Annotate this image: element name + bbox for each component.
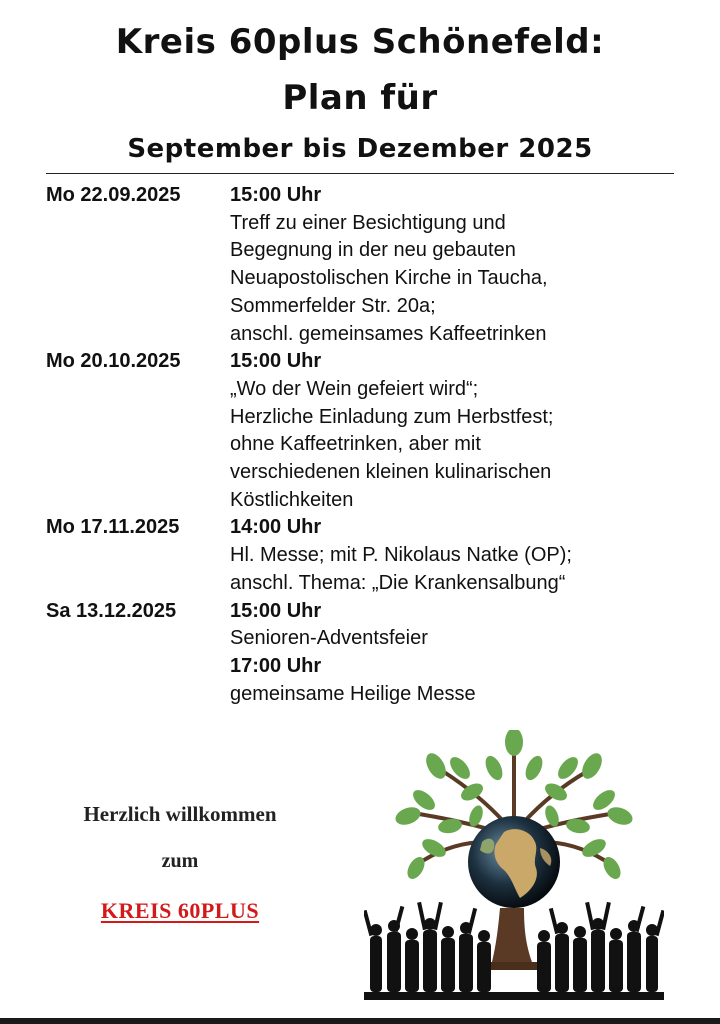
schedule-entry: [46, 182, 686, 348]
event-description-line: Senioren-Adventsfeier: [230, 627, 428, 650]
event-details: [230, 598, 476, 709]
event-description-line: gemeinsame Heilige Messe: [230, 682, 476, 705]
event-time: 15:00 Uhr: [230, 599, 322, 622]
event-description-line: Hl. Messe; mit P. Nikolaus Natke (OP);: [230, 544, 572, 567]
date-range-heading: September bis Dezember 2025: [127, 134, 593, 164]
event-time: 17:00 Uhr: [230, 654, 322, 677]
event-description-line: Begegnung in der neu gebauten: [230, 239, 516, 262]
event-description-line: Treff zu einer Besichtigung und: [230, 211, 506, 234]
event-details: [230, 514, 572, 597]
event-time: 14:00 Uhr: [230, 516, 322, 539]
tree-globe-people-icon: [364, 730, 664, 1000]
event-date: Mo 17.11.2025: [46, 516, 180, 539]
schedule-entry: [46, 348, 686, 514]
welcome-text: Herzlich willkommen: [83, 802, 277, 826]
welcome-connector: zum: [161, 850, 199, 872]
schedule-entry: [46, 514, 686, 597]
footer-divider: [0, 1018, 720, 1024]
header-divider: [46, 173, 674, 174]
event-description-line: verschiedenen kleinen kulinarischen: [230, 461, 552, 484]
page-subtitle: Plan für: [282, 78, 438, 118]
event-time: 15:00 Uhr: [230, 184, 322, 206]
event-description-line: Köstlichkeiten: [230, 488, 354, 511]
event-description-line: Herzliche Einladung zum Herbstfest;: [230, 405, 554, 428]
event-date: Mo 20.10.2025: [46, 350, 181, 373]
event-description-line: Neuapostolischen Kirche in Taucha,: [230, 267, 548, 290]
page-title: Kreis 60plus Schönefeld:: [115, 22, 605, 62]
schedule-entry: [46, 598, 686, 709]
schedule-list: [46, 182, 686, 708]
event-time: 15:00 Uhr: [230, 350, 322, 373]
event-details: [230, 348, 553, 514]
event-date: Sa 13.12.2025: [46, 599, 177, 622]
event-description-line: anschl. Thema: „Die Krankensalbung“: [230, 571, 566, 594]
event-description-line: „Wo der Wein gefeiert wird“;: [230, 377, 479, 400]
event-details: [230, 182, 548, 348]
group-name: KREIS 60PLUS: [100, 898, 260, 923]
event-date: Mo 22.09.2025: [46, 184, 181, 206]
event-description-line: anschl. gemeinsames Kaffeetrinken: [230, 322, 547, 345]
event-description-line: Sommerfelder Str. 20a;: [230, 294, 436, 317]
event-description-line: ohne Kaffeetrinken, aber mit: [230, 433, 481, 456]
